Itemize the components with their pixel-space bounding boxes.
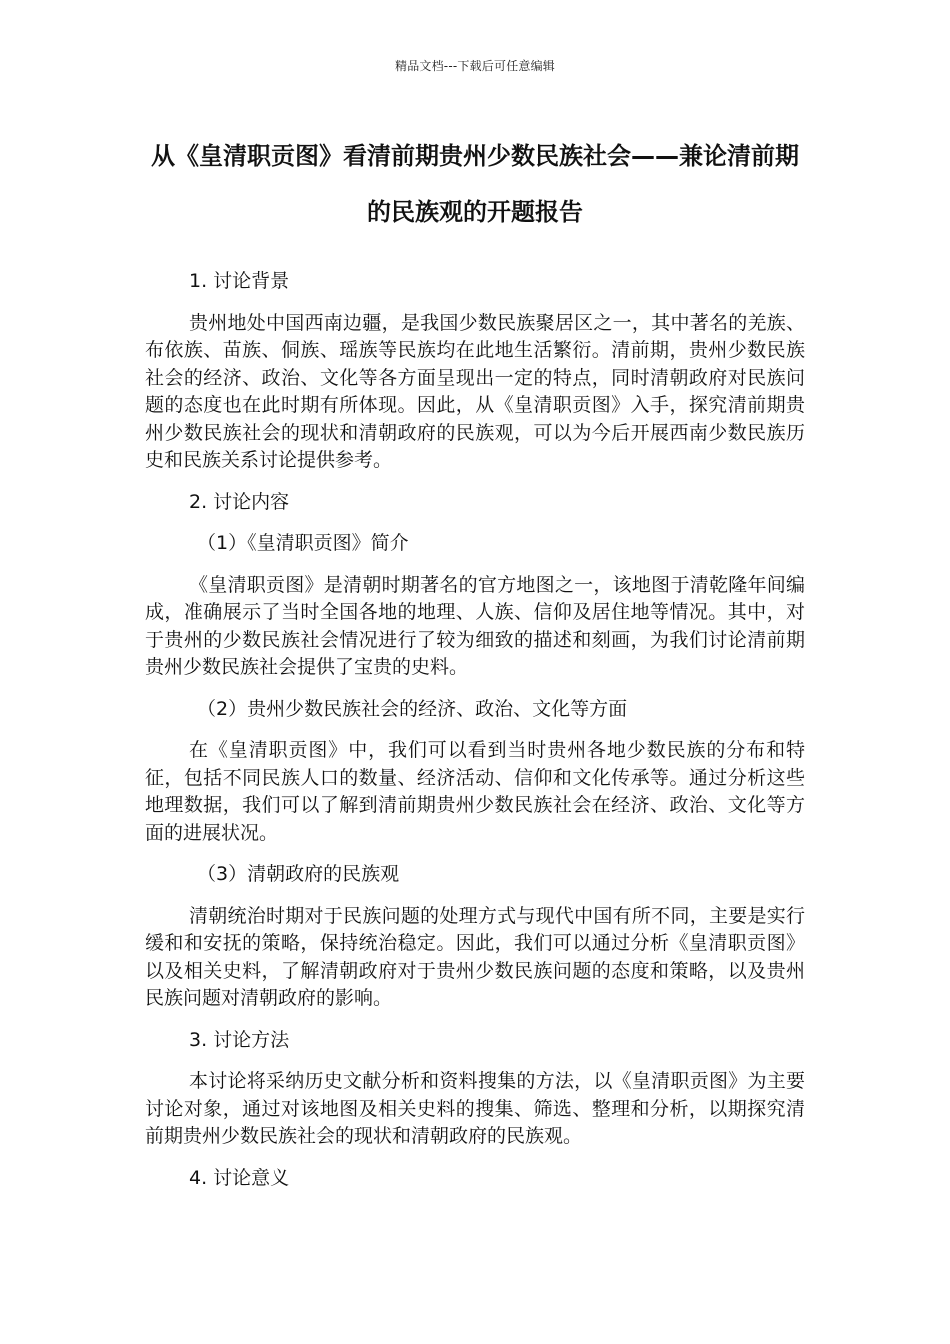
subsection-heading-society: （2）贵州少数民族社会的经济、政治、文化等方面 bbox=[197, 697, 628, 720]
subsection-heading-ethnic-view: （3）清朝政府的民族观 bbox=[197, 863, 400, 885]
document-title: 从《皇清职贡图》看清前期贵州少数民族社会——兼论清前期的民族观的开题报告 bbox=[151, 142, 799, 226]
subsection-paragraph-society: 在《皇清职贡图》中，我们可以看到当时贵州各地少数民族的分布和特征，包括不同民族人口的数量、经济活动、信仰和文化传承等。通过分析这些地理数据，我们可以了解到清前期贵州少数民族社会在经济、政治、文化等方面的进展状况。 bbox=[145, 739, 805, 844]
section-heading-method: 3. 讨论方法 bbox=[189, 1028, 290, 1051]
section-paragraph-background: 贵州地处中国西南边疆，是我国少数民族聚居区之一，其中著名的羌族、布依族、苗族、侗族、瑶族等民族均在此地生活繁衍。清前期，贵州少数民族社会的经济、政治、文化等各方面呈现出一定的特点，同时清朝政府对民族问题的态度也在此时期有所体现。因此，从《皇清职贡图》入手，探究清前期贵州少数民族社会的现状和清朝政府的民族观，可以为今后开展西南少数民族历史和民族关系讨论提供参考。 bbox=[145, 311, 805, 471]
section-heading-significance: 4. 讨论意义 bbox=[189, 1166, 290, 1189]
header-note: 精品文档---下载后可任意编辑 bbox=[395, 59, 555, 73]
subsection-paragraph-intro: 《皇清职贡图》是清朝时期著名的官方地图之一，该地图于清乾隆年间编成，准确展示了当时全国各地的地理、人族、信仰及居住地等情况。其中，对于贵州的少数民族社会情况进行了较为细致的描述和刻画，为我们讨论清前期贵州少数民族社会提供了宝贵的史料。 bbox=[145, 573, 805, 678]
section-heading-content: 2. 讨论内容 bbox=[189, 490, 290, 513]
section-heading-background: 1. 讨论背景 bbox=[189, 270, 290, 292]
subsection-paragraph-ethnic-view: 清朝统治时期对于民族问题的处理方式与现代中国有所不同，主要是实行缓和和安抚的策略，保持统治稳定。因此，我们可以通过分析《皇清职贡图》以及相关史料，了解清朝政府对于贵州少数民族问题的态度和策略，以及贵州民族问题对清朝政府的影响。 bbox=[145, 904, 805, 1009]
section-paragraph-method: 本讨论将采纳历史文献分析和资料搜集的方法，以《皇清职贡图》为主要讨论对象，通过对该地图及相关史料的搜集、筛选、整理和分析，以期探究清前期贵州少数民族社会的现状和清朝政府的民族观。 bbox=[145, 1070, 805, 1147]
subsection-heading-intro: （1）《皇清职贡图》简介 bbox=[197, 532, 409, 554]
document-body bbox=[145, 268, 805, 1206]
